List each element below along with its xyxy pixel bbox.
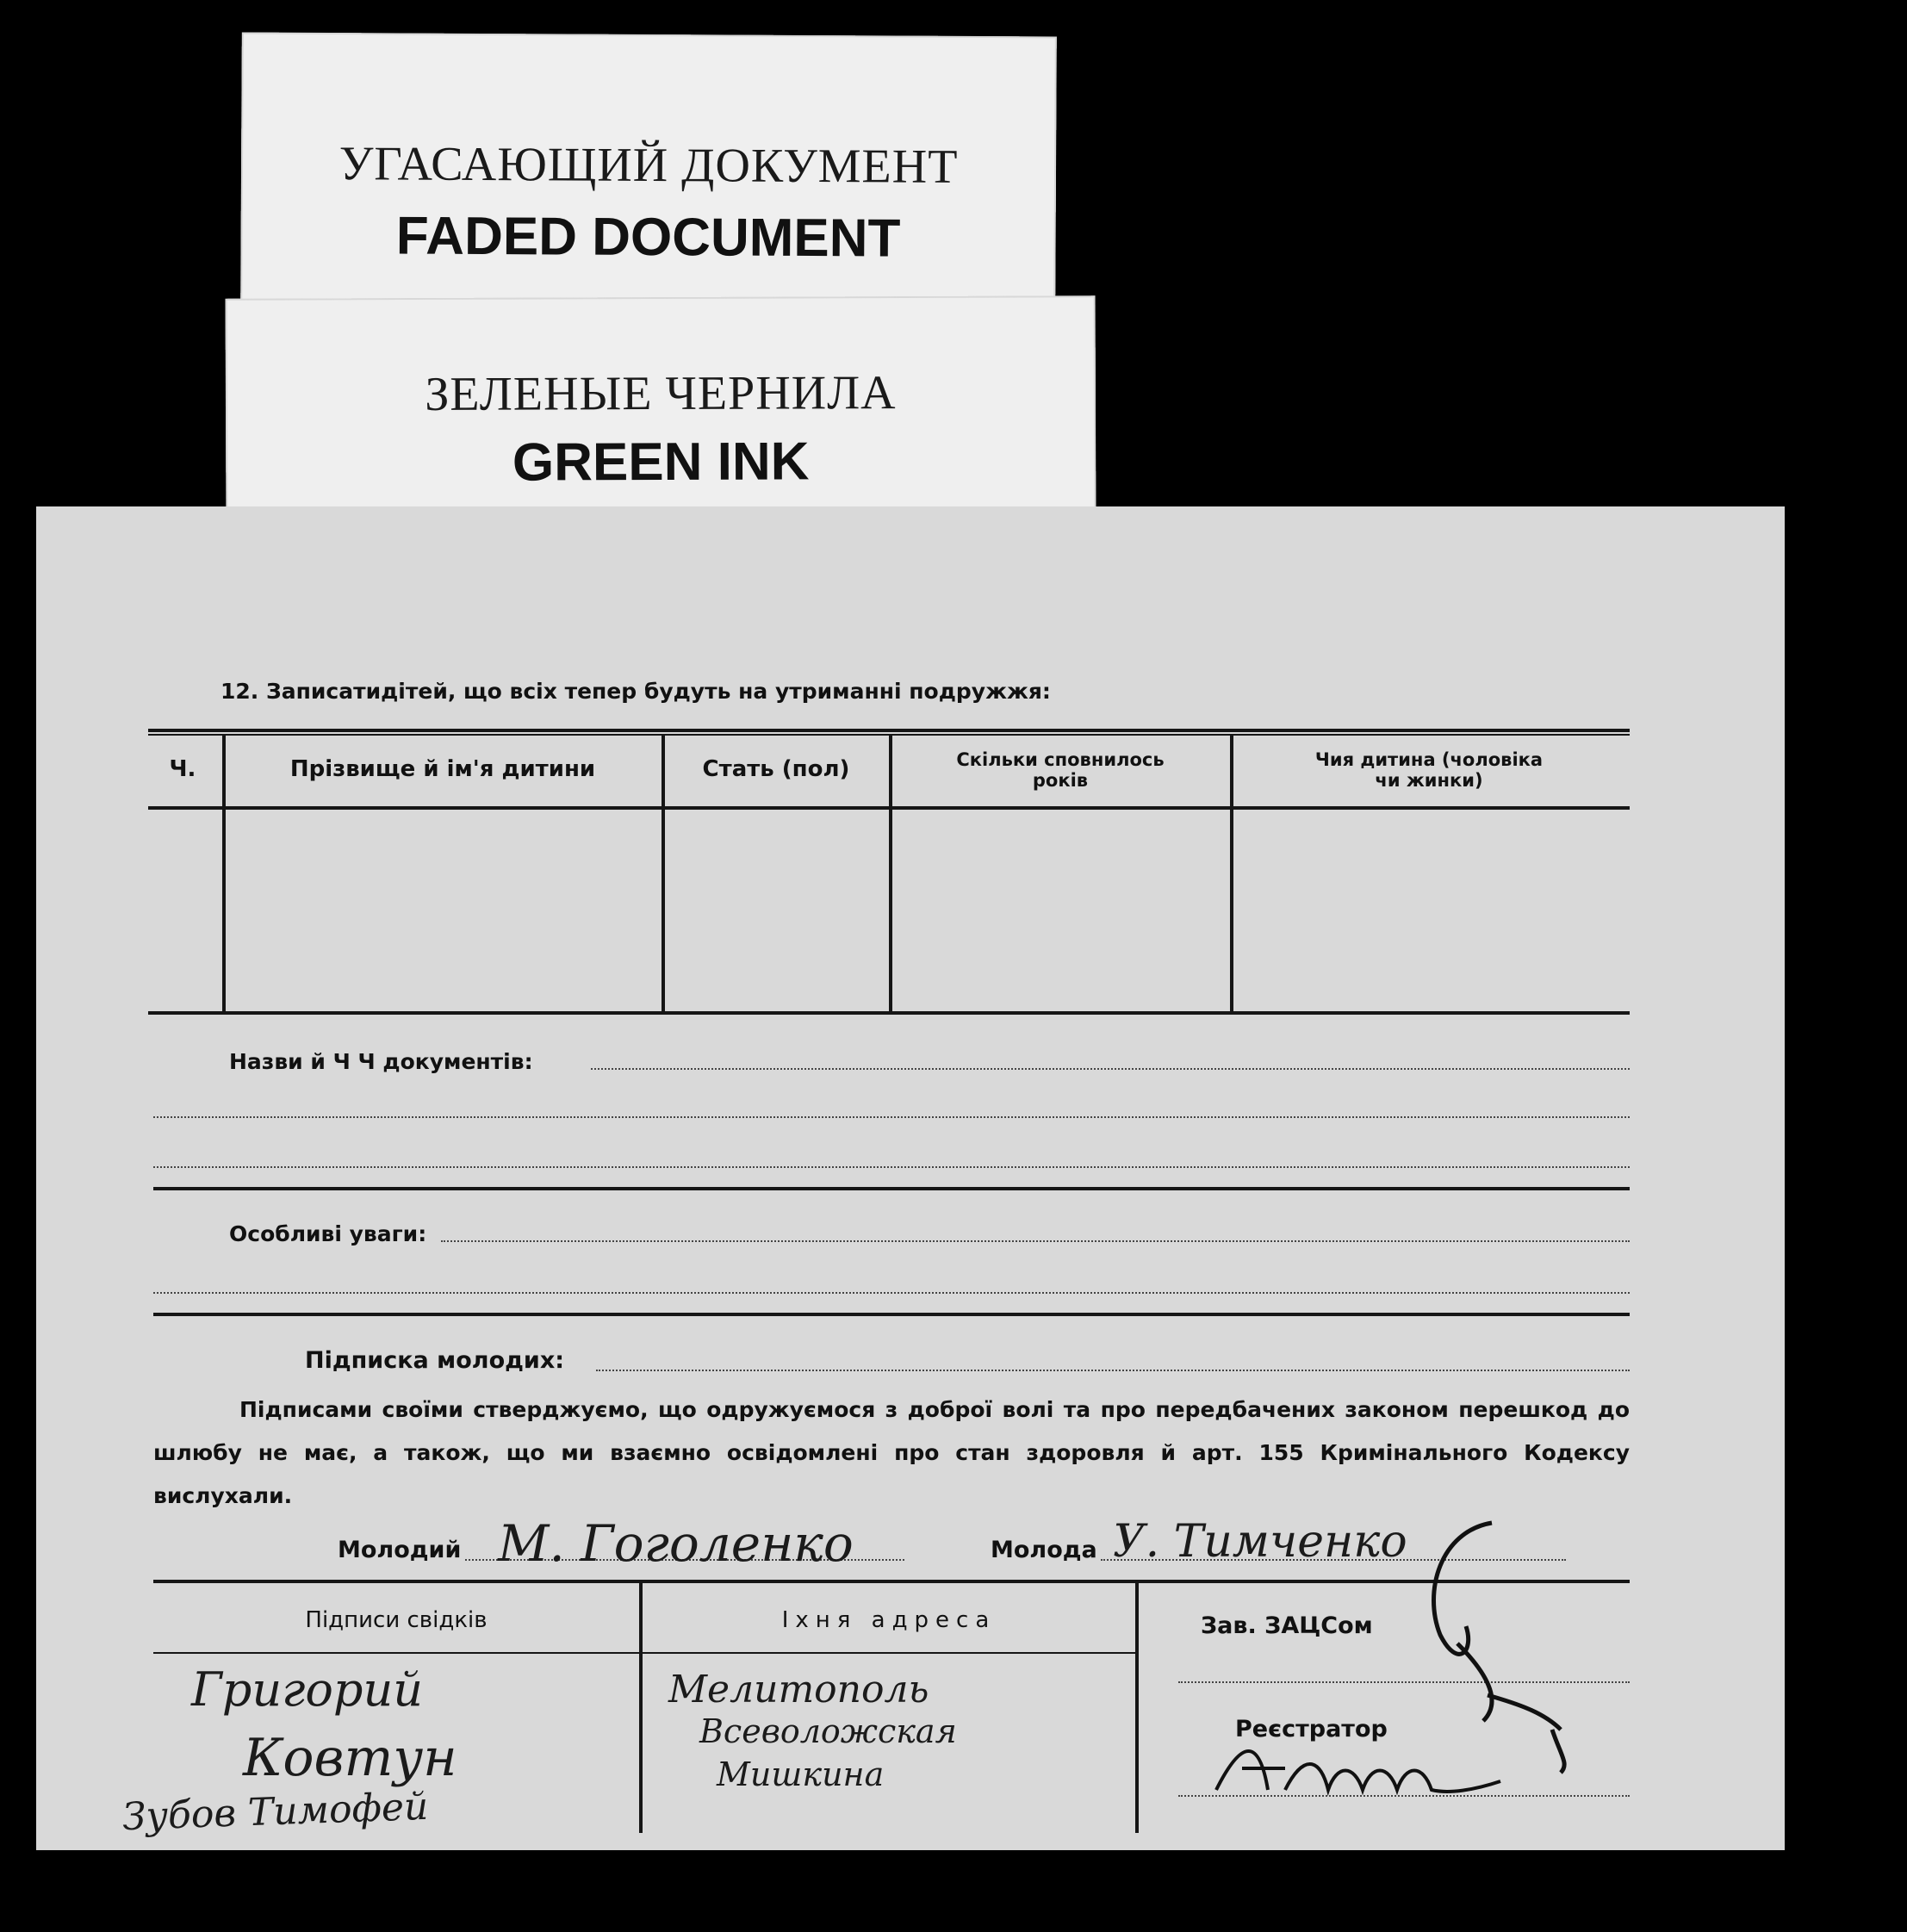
- bride-label: Молода: [991, 1537, 1097, 1563]
- col-header-whose-line2: чи жинки): [1375, 770, 1483, 791]
- groom-signature: М. Гоголенко: [498, 1514, 854, 1573]
- address-line-1: Мелитополь: [668, 1668, 929, 1711]
- address-header: Іхня адреса: [781, 1607, 997, 1633]
- green-ink-label-en: GREEN INK: [512, 432, 810, 493]
- table-top-rule: [148, 729, 1630, 732]
- faded-document-label-en: FADED DOCUMENT: [395, 206, 901, 269]
- signature-heading-line: [596, 1370, 1630, 1371]
- groom-label: Молодий: [338, 1537, 462, 1563]
- witnesses-header-rule: [153, 1652, 1135, 1654]
- witness1-last-name: Ковтун: [243, 1728, 457, 1788]
- remarks-line-2: [153, 1292, 1630, 1294]
- col-header-age-line2: років: [1032, 770, 1089, 791]
- col-header-age: [894, 749, 1227, 791]
- declaration-text: Підписами своїми стверджуємо, що одружуємося з доброї волі та про передбачених законом перешкод до шлюбу не має, а також, що ми взаємно освідомлені про стан здоровля й арт. 155 Кримінального Кодексу вислухали.: [153, 1397, 1630, 1508]
- signature-heading: Підписка молодих:: [305, 1347, 565, 1374]
- documents-line-3: [153, 1166, 1630, 1168]
- registrar-label: Реєстратор: [1235, 1716, 1388, 1743]
- remarks-label: Особливі уваги:: [229, 1221, 427, 1246]
- address-line-3: Мишкина: [717, 1755, 885, 1793]
- registrar-signature-flourish: [1208, 1730, 1518, 1807]
- witness2-name: Зубов Тимофей: [121, 1784, 430, 1840]
- col-header-whose-line1: Чия дитина (чоловіка: [1314, 749, 1544, 770]
- section-12-heading: 12. Записатидітей, що всіх тепер будуть на утриманні подружжя:: [221, 679, 1051, 704]
- head-label: Зав. ЗАЦСом: [1201, 1612, 1373, 1639]
- address-line-2: Всеволожская: [699, 1712, 957, 1750]
- documents-bottom-rule: [153, 1187, 1630, 1190]
- green-ink-note: [226, 295, 1096, 523]
- documents-label: Назви й Ч Ч документів:: [229, 1049, 533, 1074]
- green-ink-label-ru: ЗЕЛЕНЫЕ ЧЕРНИЛА: [425, 366, 897, 421]
- faded-document-label-ru: УГАСАЮЩИЙ ДОКУМЕНТ: [339, 137, 959, 194]
- table-col-divider: [662, 736, 665, 1013]
- col-header-whose-child: [1235, 749, 1623, 791]
- documents-line-1: [591, 1068, 1630, 1070]
- documents-line-2: [153, 1116, 1630, 1118]
- table-col-divider: [222, 736, 226, 1013]
- col-header-age-line1: Скільки сповнилось: [956, 749, 1165, 770]
- witnesses-header: Підписи свідків: [305, 1607, 488, 1633]
- col-header-number: Ч.: [169, 756, 196, 782]
- remarks-line-1: [441, 1240, 1630, 1242]
- faded-document-note: [240, 33, 1057, 313]
- witnesses-col-divider: [1135, 1583, 1139, 1833]
- col-header-child-name: Прізвище й ім'я дитини: [289, 756, 596, 782]
- witness1-first-name: Григорий: [191, 1662, 424, 1717]
- bride-signature: У. Тимченко: [1113, 1516, 1407, 1568]
- witnesses-col-divider: [639, 1583, 643, 1833]
- col-header-sex: Стать (пол): [702, 756, 850, 782]
- table-col-divider: [889, 736, 892, 1013]
- form-sheet: [36, 506, 1785, 1850]
- table-col-divider: [1230, 736, 1233, 1013]
- remarks-bottom-rule: [153, 1313, 1630, 1316]
